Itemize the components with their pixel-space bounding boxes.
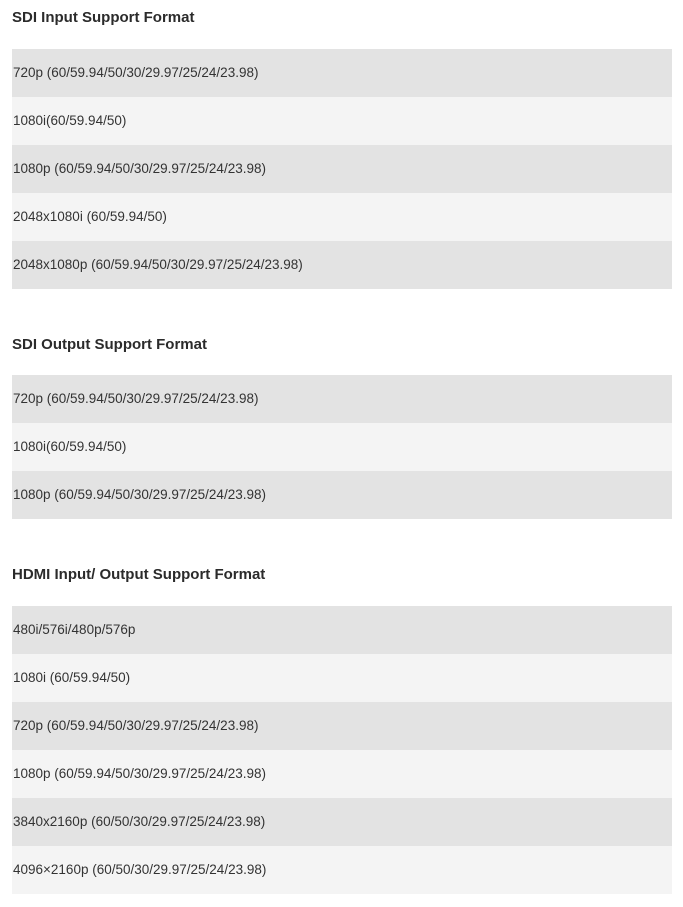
format-row: 2048x1080i (60/59.94/50) [12, 193, 672, 241]
format-row: 1080i (60/59.94/50) [12, 654, 672, 702]
format-row: 1080i(60/59.94/50) [12, 97, 672, 145]
format-row: 1080p (60/59.94/50/30/29.97/25/24/23.98) [12, 145, 672, 193]
sdi-input-title: SDI Input Support Format [12, 9, 195, 26]
format-row: 720p (60/59.94/50/30/29.97/25/24/23.98) [12, 375, 672, 423]
sdi-output-format-table [12, 375, 672, 519]
sdi-input-format-table [12, 49, 672, 289]
format-row: 1080p (60/59.94/50/30/29.97/25/24/23.98) [12, 750, 672, 798]
format-row: 4096×2160p (60/50/30/29.97/25/24/23.98) [12, 846, 672, 894]
format-row: 1080i(60/59.94/50) [12, 423, 672, 471]
hdmi-io-format-table [12, 606, 672, 894]
format-row: 1080p (60/59.94/50/30/29.97/25/24/23.98) [12, 471, 672, 519]
format-row: 2048x1080p (60/59.94/50/30/29.97/25/24/23.98) [12, 241, 672, 289]
format-row: 3840x2160p (60/50/30/29.97/25/24/23.98) [12, 798, 672, 846]
sdi-output-title: SDI Output Support Format [12, 336, 207, 353]
hdmi-io-title: HDMI Input/ Output Support Format [12, 566, 266, 583]
format-row: 720p (60/59.94/50/30/29.97/25/24/23.98) [12, 49, 672, 97]
format-row: 480i/576i/480p/576p [12, 606, 672, 654]
format-row: 720p (60/59.94/50/30/29.97/25/24/23.98) [12, 702, 672, 750]
